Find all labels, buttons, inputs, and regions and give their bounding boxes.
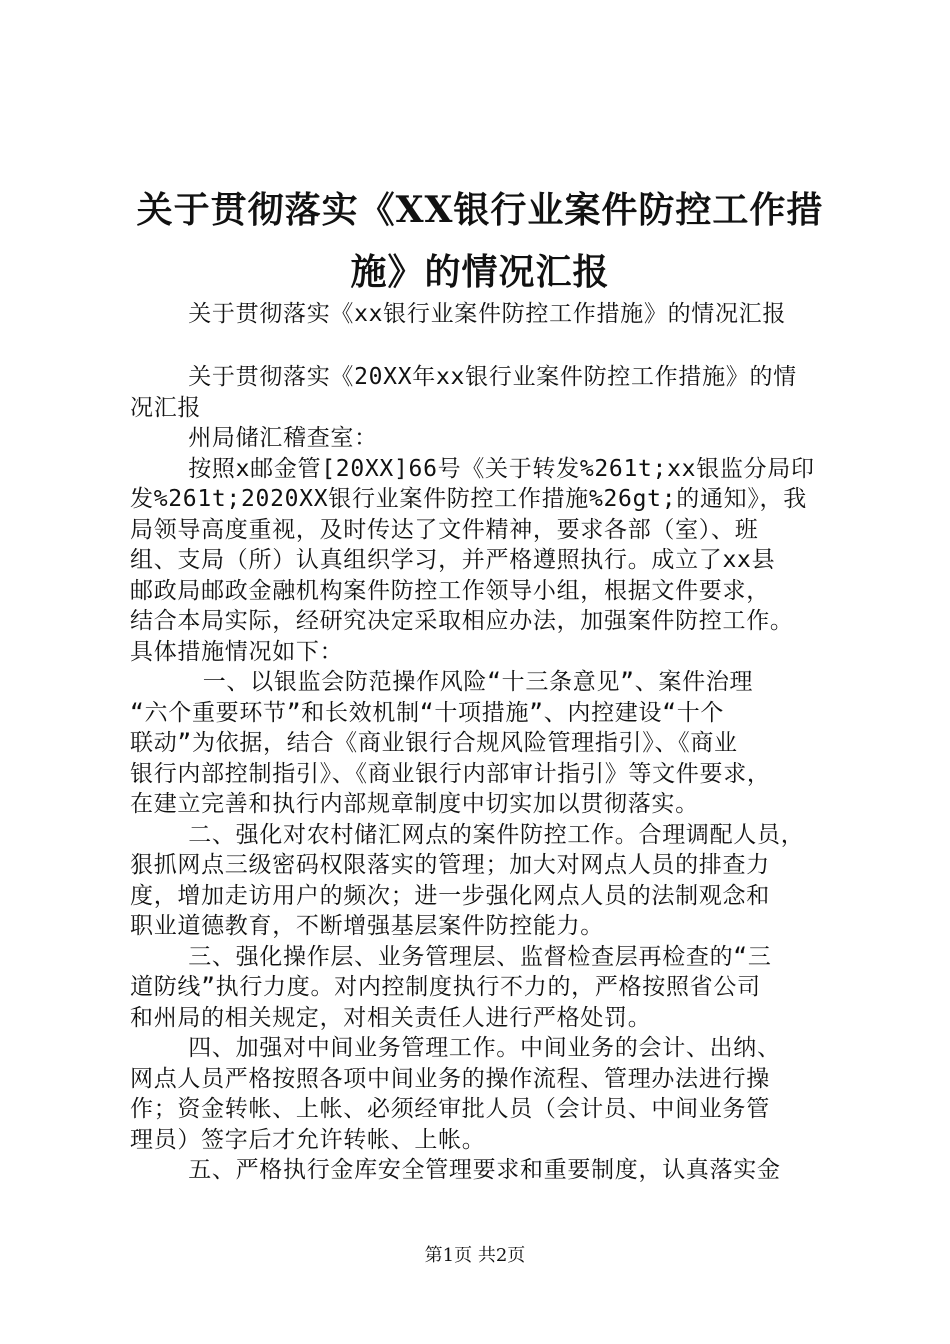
body-line: 具体措施情况如下：	[130, 638, 344, 665]
body-line: 发%261t;2020XX银行业案件防控工作措施%26gt;的通知》，我	[130, 486, 807, 512]
body-line: 作；资金转帐、上帐、必须经审批人员（会计员、中间业务管	[130, 1096, 770, 1122]
document-title-line-1: 关于贯彻落实《XX银行业案件防控工作措	[136, 189, 824, 231]
body-line: 结合本局实际，经研究决定采取相应办法，加强案件防控工作。	[130, 608, 794, 634]
body-line: 网点人员严格按照各项中间业务的操作流程、管理办法进行操	[130, 1065, 770, 1092]
page-footer	[0, 1244, 950, 1268]
subtitle-line: 关于贯彻落实《xx银行业案件防控工作措施》的情况汇报	[130, 301, 787, 327]
body-line: 四、加强对中间业务管理工作。中间业务的会计、出纳、	[130, 1035, 781, 1061]
page-number: 第1页 共2页	[424, 1245, 526, 1266]
body-line: 组、支局（所）认真组织学习，并严格遵照执行。成立了xx县	[130, 547, 776, 573]
body-line: 二、强化对农村储汇网点的案件防控工作。合理调配人员，	[130, 821, 805, 848]
body-line: 邮政局邮政金融机构案件防控工作领导小组，根据文件要求，	[130, 577, 770, 604]
body-line: 局领导高度重视，及时传达了文件精神，要求各部（室）、班	[130, 516, 759, 543]
body-line: 狠抓网点三级密码权限落实的管理；加大对网点人员的排查力	[130, 852, 770, 878]
document-body	[130, 362, 850, 1186]
body-line: 理员）签字后才允许转帐、上帐。	[130, 1126, 486, 1153]
body-line: 银行内部控制指引》、《商业银行内部审计指引》等文件要求，	[130, 760, 771, 787]
body-line: 按照x邮金管[20XX]66号《关于转发%261t;xx银监分局印	[130, 455, 815, 482]
body-line: 道防线”执行力度。对内控制度执行不力的，严格按照省公司	[130, 974, 761, 1000]
body-line: 在建立完善和执行内部规章制度中切实加以贯彻落实。	[130, 791, 699, 817]
body-line: 联动”为依据，结合《商业银行合规风险管理指引》、《商业	[130, 730, 738, 756]
body-line: 三、强化操作层、业务管理层、监督检查层再检查的“三	[130, 943, 772, 970]
body-line: 一、以银监会防范操作风险“十三条意见”、案件治理	[130, 669, 754, 695]
body-line: 五、严格执行金库安全管理要求和重要制度，认真落实金	[130, 1157, 781, 1183]
body-line: 况汇报	[130, 394, 202, 421]
body-line: 度，增加走访用户的频次；进一步强化网点人员的法制观念和	[130, 882, 770, 909]
body-line: 职业道德教育，不断增强基层案件防控能力。	[130, 913, 604, 939]
document-subtitle	[130, 299, 850, 330]
body-line: 关于贯彻落实《20XX年xx银行业案件防控工作措施》的情	[130, 364, 797, 390]
body-line: 和州局的相关规定，对相关责任人进行严格处罚。	[130, 1004, 652, 1031]
body-line: “六个重要环节”和长效机制“十项措施”、内控建设“十个	[130, 699, 725, 726]
body-line: 州局储汇稽查室：	[130, 425, 378, 451]
document-title-line-2: 施》的情况汇报	[350, 251, 610, 293]
